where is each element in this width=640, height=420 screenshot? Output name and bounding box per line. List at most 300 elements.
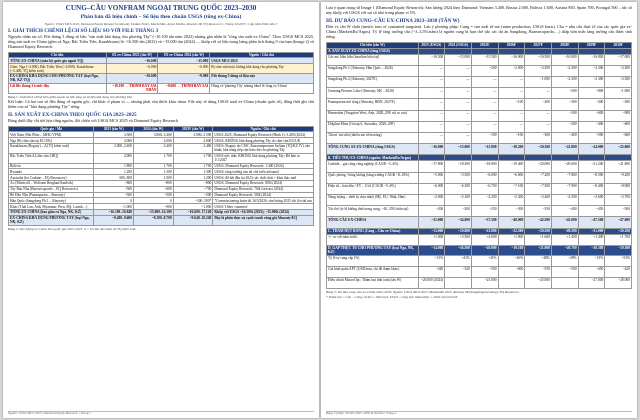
row-label: Tái chế (tỷ lệ không tính trong cung, ~20–35% hiện tại) [327, 206, 419, 217]
row-label: Giá bình quân APT (USD/mtu, chỉ để tham khảo) [327, 266, 419, 277]
row-label: Australia (bỏ Carbine – EQ Resources) [9, 175, 94, 181]
cell-value: ~200 [471, 65, 498, 76]
row-label: Carbide – gia công công nghiệp (CAGR ~3–4%) [327, 161, 419, 172]
cell-2024: ~600 [134, 186, 174, 192]
cell-value: — [471, 110, 498, 121]
cell-value: ~300 [525, 133, 552, 144]
cell-value: ~48% [525, 255, 552, 266]
table-row [327, 266, 632, 277]
table-1-header-cell: SX ex-China 2024 (tấn W) [158, 52, 210, 58]
cell-2023: ~10.100 ← TRÌNH BÀY SAI NHÃN [106, 83, 158, 93]
cell-value [498, 277, 525, 288]
cell-value: +3.500 [445, 234, 472, 245]
cell-note: Dùng số 'phương Tây' nhưng label là 'tổng ex-China' [210, 83, 314, 93]
row-label: C. THÂM HỤT RÒNG (Cung – Cầu ex-China) [327, 228, 419, 234]
cell-2025: ~1.000 [173, 204, 213, 210]
row-label: Hemerdon (Tungsten West, Anh, 2028–29F, rủi ro cao) [327, 110, 419, 121]
cell-2024: 1.700 [134, 153, 174, 163]
cell-note: USGS 'Other countries' [213, 204, 314, 210]
cell-value: ~2.300 [525, 65, 552, 76]
cell-value: ~100 [498, 99, 525, 110]
cell-2023: 2.000 [94, 138, 134, 144]
cell-value: ~20.700 [551, 245, 578, 255]
cell-value: ~20.600 [551, 161, 578, 172]
row-label: Tỷ lệ tự cung cấp (%) [327, 255, 419, 266]
cell-2025: 2.400 [173, 144, 213, 154]
table-3 [326, 42, 632, 289]
section-3-intro: Đơn vị: tấn W chứa (metric tons of contained tungsten). Lưu ý phương pháp: Cung = sản xuất từ mỏ (mine production, USGS basis). Cầu = nhu cầu thực tế của các quốc gia ex-China (MarketsRx/Argus). Tỷ lệ tăng trưởng cầu (~3–3,5%/năm) là nguồn cung bị hạn chế (do các dự án Sangdong, Barruecopardo,…) thấp hơn mức tăng trưởng cầu được tính riêng. [326, 24, 632, 39]
cell-value: ~300 [605, 99, 632, 110]
cell-2024: ~800 [134, 181, 174, 187]
cell-2024: ~15.000 [158, 58, 210, 64]
table-3-caption: Bảng 3: Dự báo cung–cầu ex-China 2023–2030. Nguồn: USGS MCS 2025, MarketsRx 2025, Almonty IR (Sangdong/Gentung), EQ Resources. [326, 290, 520, 295]
cell-2024: ~15.000–16.100 [134, 210, 174, 216]
cell-value: ~45.000 [551, 217, 578, 228]
cell-value: +1.400 [578, 234, 605, 245]
cell-value: ~16.000 [498, 54, 525, 65]
table-3-header-cell: 2028F [551, 42, 578, 48]
cell-value: ~1.000 [605, 88, 632, 99]
cell-value: — [498, 77, 525, 88]
cell-value: ~15.000 [445, 54, 472, 65]
cell-value: ~320 [445, 266, 472, 277]
table-2-header-cell: Quốc gia / Mỏ [9, 126, 94, 132]
cell-value: ~15.000 [445, 144, 472, 155]
cell-value: ~21.000 [525, 245, 552, 255]
table-3-header-cell: 2025E [471, 42, 498, 48]
cell-value [445, 277, 472, 288]
cell-value: ~300 [498, 206, 525, 217]
cell-value: ~37.500 [471, 217, 498, 228]
cell-value: — [471, 121, 498, 132]
cell-value: +1.600 [525, 234, 552, 245]
cell-value: ~2.300 [498, 194, 525, 205]
cell-value: ~300 [551, 99, 578, 110]
table-row [327, 217, 632, 228]
cell-2023: ~10.600 [106, 73, 158, 83]
table-row [327, 255, 632, 266]
cell-value: ~900 [605, 110, 632, 121]
cell-2023: 600–800 [94, 175, 134, 181]
cell-value: ~600 [605, 121, 632, 132]
cell-2025: 1.700 [173, 163, 213, 169]
table-row [327, 206, 632, 217]
cell-value: — [418, 88, 445, 99]
conclusion-paragraph: Kết luận: Cả hai con số đều đúng về nguồn gốc, chỉ khác ở phạm vi — nhưng phải chú thích khác nhau. File này sẽ dùng USGS total ex-China (chuẩn quốc tế), đồng thời ghi chú thêm con số "khả dụng phương Tây" riêng. [8, 98, 314, 109]
table-3-header-cell: 2026F [498, 42, 525, 48]
cell-value: ~14.000 [418, 245, 445, 255]
cell-value: ~49% [551, 255, 578, 266]
table-row [327, 183, 632, 194]
cell-value: ~600 [578, 110, 605, 121]
cell-value: ~7.100 [498, 183, 525, 194]
cell-2024: ~9.000 [158, 73, 210, 83]
cell-2025: ~800 [173, 181, 213, 187]
cell-value: ~18.200 [498, 144, 525, 155]
page-right [321, 2, 637, 418]
cell-value: ~19.100 [498, 245, 525, 255]
table-row [327, 65, 632, 76]
table-row [327, 77, 632, 88]
cell-value: +1.700 [605, 234, 632, 245]
table-row [327, 234, 632, 245]
cell-2025: 2.000 [173, 138, 213, 144]
cell-value: ~18.300 [445, 161, 472, 172]
cell-2023: ~500 [94, 186, 134, 192]
row-label: TỔNG EX-CHINA (toàn bộ quốc gia ngoài TQ) [9, 58, 107, 64]
cell-2024: ~500 [134, 192, 174, 198]
table-1-body [9, 58, 314, 93]
cell-value: ~8.500 [578, 172, 605, 183]
table-1-header-cell: Chỉ tiêu [9, 52, 107, 58]
cell-value: ~2.300 [605, 65, 632, 76]
table-1 [8, 52, 314, 94]
cell-value: — [471, 77, 498, 88]
cell-value: — [445, 133, 472, 144]
row-label: Điện tử – bán dẫn / EV – Ô tô (CAGR ~5–6%) [327, 183, 419, 194]
page-left-footer: Nguồn: USGS MCS 2025, Diamond Equity Research | Trang 1 [8, 411, 314, 416]
table-row [327, 245, 632, 255]
table-row [327, 54, 632, 65]
row-label: Bồ Đào Nha (Panasqueira – Almonty) [9, 192, 94, 198]
cell-value: ~6.300 [445, 183, 472, 194]
row-label: +/- so với năm trước [327, 234, 419, 245]
cell-value: ~7.900 [551, 183, 578, 194]
cell-2024: ~9.600 ← TRÌNH BÀY SAI [158, 83, 210, 93]
cell-2023: ~500 [94, 192, 134, 198]
row-label: 'Ghost' mỏ nhỏ (nhiều mỏ tiềm năng) [327, 133, 419, 144]
cell-value: ~550 [525, 266, 552, 277]
cell-2023: ~9.400–9.600 [94, 215, 134, 225]
cell-2024: 3.000–3.400 [134, 132, 174, 138]
cell-value: ~6.000 [471, 172, 498, 183]
table-2-header-cell: 2024 (tấn W) [134, 126, 174, 132]
cell-value: — [525, 88, 552, 99]
cell-note: Diamond Equity Research: 500t (2024) [213, 192, 314, 198]
table-row [9, 153, 314, 163]
cell-value: ~200 [525, 99, 552, 110]
cell-value: ~2.500 [551, 194, 578, 205]
cell-value: ~2.200 [471, 194, 498, 205]
row-label: Gentung Browns Lake (Almonty, Mỹ – 2028) [327, 88, 419, 99]
table-3-header-cell: 2024 (USGS) [445, 42, 472, 48]
cell-value: ~22.800 [551, 144, 578, 155]
cell-value: ~25.000 [605, 144, 632, 155]
cell-value: ~53% [605, 255, 632, 266]
cell-2025: ~700 [173, 186, 213, 192]
cell-note: Khớp với USGS ~16.500t (2023); ~15.000t (2024) [213, 210, 314, 216]
row-label: Điều chỉnh MacroOpc; Thâm hụt tính toán (tấn W) [327, 277, 419, 288]
row-label: Rwanda [9, 169, 94, 175]
row-label: Panasqueira mở rộng (Almonty, BĐN, 2027E) [327, 99, 419, 110]
cell-2023: 0 [94, 198, 134, 204]
section-2-intro: Bảng dưới đây chi tiết hóa từng nguồn, đối chiếu với USGS MCS 2025 và Diamond Equity Research [8, 117, 178, 123]
cell-value: ~19.300 [605, 245, 632, 255]
cell-value: ~15.800 [471, 144, 498, 155]
cell-value: ~400 [551, 206, 578, 217]
cell-value: ~6.600 [498, 172, 525, 183]
cell-value: ~17.000 [605, 54, 632, 65]
table-row [9, 144, 314, 154]
cell-value: ~20.100 [605, 228, 632, 234]
table-2 [8, 126, 314, 226]
cell-value: ~16.500 [445, 245, 472, 255]
cell-note: USGS; Diamond Equity Research: 800t (2024) [213, 181, 314, 187]
cell-value: ~400 [551, 133, 578, 144]
cell-value: — [525, 110, 552, 121]
cell-value: — [445, 88, 472, 99]
table-1-header-cell: SX ex-China 2023 (tấn W) [106, 52, 158, 58]
cell-2024: ~900 [134, 204, 174, 210]
row-label: Bắc Triều Tiên Δ [cấm vận LHQ] [9, 153, 94, 163]
cell-value: — [445, 110, 472, 121]
section-1-heading: I. GIẢI THÍCH CHÊNH LỆCH SỐ LIỆU SO VỚI FILE THÁNG 3 [8, 27, 159, 34]
cell-value: ~2.300 [578, 77, 605, 88]
cell-value: ~24.000 [578, 144, 605, 155]
cell-note: USGS; Diamond Equity Research: 1.400 (2024) [213, 163, 314, 169]
cell-value: — [418, 133, 445, 144]
cell-value: ~22.200 [498, 228, 525, 234]
cell-value: ~20.000 (2024) [418, 277, 445, 288]
table-row [9, 83, 314, 93]
cell-value: ~19.000 [445, 228, 472, 234]
table-3-body [327, 48, 632, 288]
cell-value: ~2.300 [551, 65, 578, 76]
table-row [327, 194, 632, 205]
cell-value: ~600 [605, 133, 632, 144]
table-row [9, 64, 314, 74]
cell-value: ~31% [418, 255, 445, 266]
cell-value: ~300 [578, 99, 605, 110]
cell-value: — [418, 121, 445, 132]
cell-value: ~20.000 [471, 245, 498, 255]
table-2-body [9, 132, 314, 225]
table-1-caption: Bảng 1: Giải thích chênh lệch giữa nguồn số liệu tổng và số liệu khả dụng cho phương Tây. [8, 94, 133, 99]
cell-note: File tháng 3 dùng số liệu này [210, 73, 314, 83]
row-label: D. GAP THỰC TẾ CHO PHƯƠNG TÂY (loại Nga, NK, KZ) [327, 245, 419, 255]
table-row [327, 172, 632, 183]
cell-value: ~16.500 [418, 54, 445, 65]
cell-value: ~42.500 [525, 217, 552, 228]
cell-note: USGS ước tính; KHÔNG khả dụng phương Tây; Đã bán ra 1/1/2027 [213, 153, 314, 163]
cell-value: ~7.500 [525, 183, 552, 194]
cell-value: ~20.000 [525, 161, 552, 172]
cell-value: ~47.000 [605, 217, 632, 228]
cell-2023: ~1.000 [94, 204, 134, 210]
cell-value: ~100 [471, 133, 498, 144]
cell-value: ~28.000 [605, 277, 632, 288]
cell-value: — [525, 121, 552, 132]
cell-2024: 0 [134, 198, 174, 204]
cell-value: ~16.800 [551, 54, 578, 65]
cell-2023: ~16.100–16.840 [94, 210, 134, 216]
cell-value: ~5.500 [445, 172, 472, 183]
cell-note: USGS; KHÔNG khả dụng phương Tây do cấm vận EU/UK [213, 138, 314, 144]
cell-value: ~2.600 [578, 194, 605, 205]
cell-2024: 1.700 [134, 163, 174, 169]
cell-2025: ~300–500* [173, 198, 213, 204]
cell-note: Đây là phần thực sự cạnh tranh cùng giá Almonty/EQ [213, 215, 314, 225]
cell-value: — [418, 77, 445, 88]
cell-value: ~2.400 [525, 194, 552, 205]
cell-2024: 1.300 [134, 169, 174, 175]
cell-value: — [471, 99, 498, 110]
cell-value: ~500 [605, 206, 632, 217]
table-row [327, 121, 632, 132]
cell-value: +1.000 [418, 234, 445, 245]
cell-value: ~21.200 [578, 161, 605, 172]
cell-value: ~500 [551, 88, 578, 99]
table-row [9, 73, 314, 83]
cell-value: ~40.000 [498, 217, 525, 228]
cell-value: +1.900 [498, 234, 525, 245]
cell-value: — [471, 88, 498, 99]
cell-value: ~6.700 [471, 183, 498, 194]
row-label: Hàn Quốc (Sangdong Ph.1 – Almonty) [9, 198, 94, 204]
cell-value: ~15.500 [471, 54, 498, 65]
cell-value: ~2.300 [605, 77, 632, 88]
page-right-footer: Bảng 3 (tiếp): Số liệu 2025–2030 là dự báo | Trang 2 [326, 411, 632, 416]
cell-2023: ~16.600 [106, 58, 158, 64]
cell-note: USGS; Boguty do CJSC Kazatompromm SaJitan (TQ/KZ JV) vận hành; khả năng tiếp cận bán chế cho phương Tây [213, 144, 314, 154]
row-label: Năng lượng – thiết bị chịu nhiệt (Mỹ, EU, Nhật, Hàn) [327, 194, 419, 205]
cell-value: ~450 [578, 206, 605, 217]
cell-value: ~6.000 [418, 183, 445, 194]
cell-note: *Commissioning hoàn tất 16/3/2026; sản lượng 2025 chỉ là trial run [214, 198, 312, 203]
row-label: Dolphin Mine (Group 6, Australia, 2028–29F) [327, 121, 419, 132]
row-label: Tây Ban Nha (Barruecopardo – EQ Resources) [9, 186, 94, 192]
cell-2025: 1.200 [173, 175, 213, 181]
cell-value: ~250 [471, 206, 498, 217]
cell-value: +4.600 [471, 234, 498, 245]
row-label: Gồm: Nga (~2.000), Bắc Triều Tiên (~2.000), Kazakhstan (~2.400; TQ kiểm soát) [9, 64, 107, 74]
cell-value: ~15.000 [418, 228, 445, 234]
row-label: TỔNG CẦU EX-CHINA [327, 217, 419, 228]
cell-note: USGS MCS 2025 [210, 58, 314, 64]
cell-value [551, 277, 578, 288]
cell-note: USGS; đã bắt đầu lại 2023; tác chức thái + khai thác mới [213, 175, 314, 181]
section-2-heading: II. SẢN XUẤT EX-CHINA THEO QUỐC GIA 2023–2025 [8, 111, 137, 118]
cell-value: ~7.200 [525, 172, 552, 183]
cell-value: ~20.300 [578, 245, 605, 255]
cell-2023: ~6.000 [106, 64, 158, 74]
cell-2025: 1.300 [173, 169, 213, 175]
row-label: Việt Nam (Núi Pháo – MHC/VPM) [9, 132, 94, 138]
cell-value: ~800 [578, 88, 605, 99]
cell-2024: 2.400 [134, 144, 174, 154]
top-note: Lưu ý quan trọng từ Image 1 (Diamond Equity Research): Sản lượng 2024 theo Diamond: Vietnam 3.400, Russia 2.000, Bolivia 1.600, Austria 850, Spain 700, Portugal 500 – tức số này khớp với USGS với sai số nhỏ trong phạm vi 5%. [326, 5, 632, 15]
cell-2025: ~500 [173, 192, 213, 198]
cell-2025: ~9.640–10.240 [173, 215, 213, 225]
cell-2023: 2.000 [94, 153, 134, 163]
cell-value: ~8.900 [605, 183, 632, 194]
cell-value: ~51% [578, 255, 605, 266]
row-label: Lỗi file tháng 3 trước đây [9, 83, 107, 93]
cell-value: ~17.800 [418, 161, 445, 172]
cell-2025: 3.000–3.500 [173, 132, 213, 138]
row-label: Khác (Thái Lan, Anh, Myanmar, Peru, Mỹ, Latinh…) [9, 204, 94, 210]
page-left [3, 2, 319, 418]
cell-value: ~46% [498, 255, 525, 266]
cell-value: ~16.500 [525, 54, 552, 65]
cell-value: — [445, 99, 472, 110]
row-label: A. SẢN XUẤT EX-CHINA (tổng USGS) [327, 48, 419, 54]
cell-value: ~47.500 [578, 217, 605, 228]
cell-value: ~500 [551, 266, 578, 277]
table-3-header-cell: 2030F [605, 42, 632, 48]
cell-2023: ~800 [94, 181, 134, 187]
cell-value: ~9.200 [605, 172, 632, 183]
cell-note: USGS; tăng trưởng sản tài chế triển artisanal [213, 169, 314, 175]
cell-note: Diamond Equity Research: 700t forecast (2024) [213, 186, 314, 192]
cell-2024: ~8.100–8.700 [134, 215, 174, 225]
cell-value: ~2.000 [418, 194, 445, 205]
cell-value: ~41% [445, 255, 472, 266]
cell-2023: 2.000–2.400 [94, 144, 134, 154]
cell-value: ~16.000 [418, 144, 445, 155]
cell-value: ~420 [605, 266, 632, 277]
cell-value: ~2.300 [578, 65, 605, 76]
cell-2023: 1.800 [94, 163, 134, 169]
cell-value: ~23.000 [471, 277, 498, 288]
cell-value: ~500 [578, 133, 605, 144]
cell-value: ~400 [578, 121, 605, 132]
cell-value: ~200 [445, 206, 472, 217]
row-label: Sangdong Ph.1 (Almonty, Hàn Quốc – 2026) [327, 65, 419, 76]
cell-value: ~20.500 [525, 228, 552, 234]
cell-value: ~2.300 [551, 77, 578, 88]
table-3-header-cell: 2023 (USGS) [418, 42, 445, 48]
cell-value: — [498, 88, 525, 99]
document-meta: Nguồn: USGS MCS 2025, Diamond Equity Research (Almonty Update Note), MarketsRx, Argus Media, Almonty IR, EQ Resources | Tháng 10/2025 | Cập nhật Phân bản 3 [44, 21, 278, 26]
table-2-header-cell: 2025F (tấn W) [173, 126, 213, 132]
table-row [327, 144, 632, 155]
table-3-header-cell: 2027F [525, 42, 552, 48]
table-row [327, 99, 632, 110]
row-label: Sangdong Ph.2 (Almonty, 2027E) [327, 77, 419, 88]
cell-value: — [418, 65, 445, 76]
row-label: Các mỏ hiện hữu (baseline hiện tại) [327, 54, 419, 65]
row-label: B. TIÊU THỤ EX-CHINA (nguồn: MarketsRx/Argus) [327, 155, 419, 161]
cell-value: ~600 [498, 266, 525, 277]
table-row [327, 133, 632, 144]
cell-value: ~7.800 [551, 172, 578, 183]
cell-value: ~18.800 [471, 161, 498, 172]
section-3-heading: III. DỰ BÁO CUNG–CẦU EX-CHINA 2023–2030 (TẤN W) [326, 17, 460, 24]
cell-value: ~200 [551, 121, 578, 132]
cell-value: ~21.000 [471, 228, 498, 234]
cell-value: ~34.000 [445, 217, 472, 228]
table-3-header-cell: Chỉ tiêu (tấn W) [327, 42, 419, 48]
cell-value: ~340 [418, 266, 445, 277]
table-row [9, 215, 314, 225]
row-label: Nga (Bị cấm vận tại EU/UK) [9, 138, 94, 144]
cell-value: ~20.300 [525, 144, 552, 155]
cell-value: — [418, 110, 445, 121]
cell-value: — [445, 121, 472, 132]
document-title: CUNG–CẦU VONFRAM NGOẠI TRUNG QUỐC 2023–2030 [65, 4, 257, 12]
section-1-paragraph: Nguyên nhân sai số: File tháng 3 dùng số liệu "sản xuất khả dụng cho phương Tây" (~10.100 tấn năm 2023) nhưng gán nhãn là "tổng sản xuất ex-China". Theo USGS MCS 2025, tổng sản xuất ex-China (gồm cả Nga, Bắc Triều Tiên, Kazakhstan) là ~16.500 tấn (2023) và ~15.000 tấn (2024) — khớp với số liệu trong bảng phân tích tháng 9 của bạn (Image 2) và Diamond Equity Research. [8, 33, 314, 49]
row-label: EX-CHINA KHẢ DỤNG CHO PHƯƠNG TÂY (loại Nga, NK, KZ-TQ) [9, 73, 107, 83]
cell-value: ~2.100 [445, 194, 472, 205]
cell-value: ~1.000 [525, 77, 552, 88]
row-label: Kazakhstan (Boguty) – Δ [TQ kiểm soát] [9, 144, 94, 154]
table-row [327, 161, 632, 172]
cell-value: ~27.000 [578, 277, 605, 288]
cell-value: ~2.000 [498, 65, 525, 76]
cell-value: ~21.800 [605, 161, 632, 172]
row-label: EX-CHINA KHẢ DỤNG PHƯƠNG TÂY (loại Nga, NK, KZ) [9, 215, 94, 225]
